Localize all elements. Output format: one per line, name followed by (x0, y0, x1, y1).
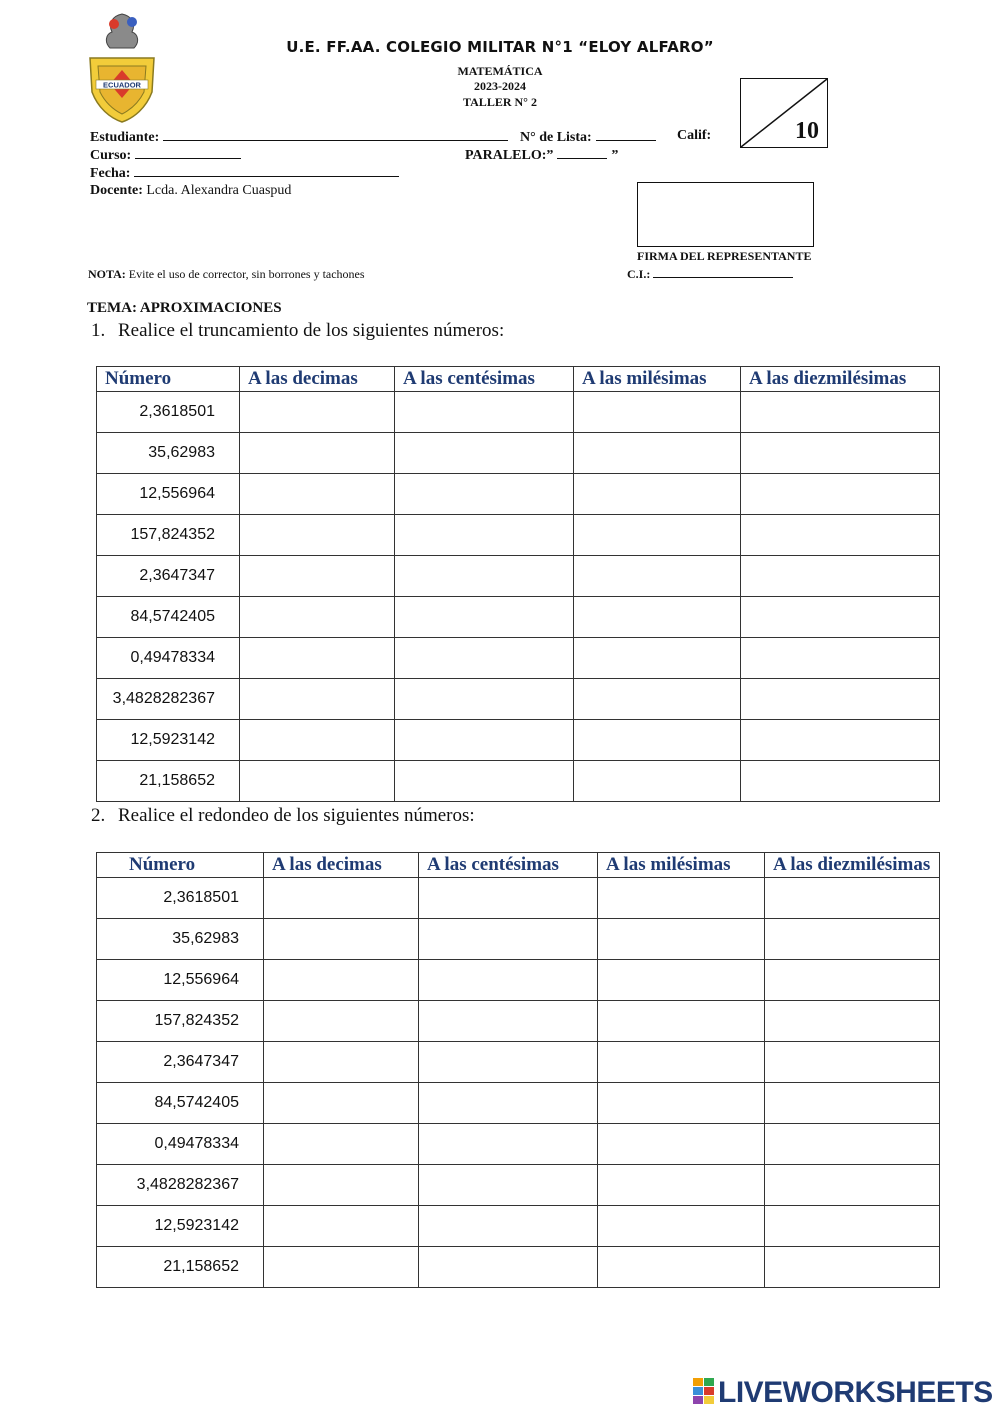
table-row (97, 433, 940, 474)
answer-hundredths-cell[interactable] (395, 515, 574, 556)
table-header-row (97, 367, 940, 392)
answer-thousandths-cell[interactable] (598, 1165, 765, 1206)
answer-thousandths-cell[interactable] (574, 720, 741, 761)
answer-hundredths-cell[interactable] (419, 960, 598, 1001)
answer-thousandths-cell[interactable] (598, 1124, 765, 1165)
answer-hundredths-cell[interactable] (395, 392, 574, 433)
answer-tenths-cell[interactable] (264, 1247, 419, 1288)
table-row (97, 1247, 940, 1288)
answer-hundredths-cell[interactable] (419, 1083, 598, 1124)
number-cell: 84,5742405 (97, 1083, 264, 1124)
table-row (97, 474, 940, 515)
number-cell: 2,3618501 (97, 392, 240, 433)
note (88, 267, 365, 282)
table-row (97, 878, 940, 919)
answer-tenths-cell[interactable] (264, 919, 419, 960)
answer-ten-thousandths-cell[interactable] (765, 1124, 940, 1165)
answer-hundredths-cell[interactable] (419, 919, 598, 960)
number-cell: 157,824352 (97, 515, 240, 556)
number-cell: 157,824352 (97, 1001, 264, 1042)
answer-ten-thousandths-cell[interactable] (741, 761, 940, 802)
column-header-tenths: A las decimas (240, 367, 395, 392)
list-number-input[interactable] (596, 128, 656, 141)
grade-value: 10 (795, 118, 819, 144)
teacher-label: Docente: (90, 183, 143, 198)
table-row (97, 679, 940, 720)
answer-hundredths-cell[interactable] (419, 1042, 598, 1083)
answer-ten-thousandths-cell[interactable] (741, 720, 940, 761)
liveworksheets-icon (693, 1378, 715, 1404)
table-row (97, 1206, 940, 1247)
table-row (97, 597, 940, 638)
answer-hundredths-cell[interactable] (395, 556, 574, 597)
grade-box (740, 78, 828, 148)
answer-tenths-cell[interactable] (264, 1124, 419, 1165)
answer-tenths-cell[interactable] (264, 1083, 419, 1124)
column-header-number: Número (97, 367, 240, 392)
answer-thousandths-cell[interactable] (598, 919, 765, 960)
course-field (90, 146, 241, 164)
school-crest-logo (82, 12, 162, 124)
answer-hundredths-cell[interactable] (395, 474, 574, 515)
answer-tenths-cell[interactable] (264, 1206, 419, 1247)
answer-thousandths-cell[interactable] (574, 556, 741, 597)
liveworksheets-watermark: LIVEWORKSHEETS (718, 1376, 993, 1409)
number-cell: 3,4828282367 (97, 679, 240, 720)
answer-hundredths-cell[interactable] (419, 1001, 598, 1042)
answer-thousandths-cell[interactable] (598, 1206, 765, 1247)
question-2-number: 2. (91, 805, 106, 826)
answer-thousandths-cell[interactable] (574, 761, 741, 802)
answer-thousandths-cell[interactable] (598, 1083, 765, 1124)
parallel-close-quote: ” (611, 148, 619, 163)
number-cell: 2,3647347 (97, 1042, 264, 1083)
course-input[interactable] (135, 146, 241, 159)
table-row (97, 761, 940, 802)
answer-ten-thousandths-cell[interactable] (741, 556, 940, 597)
answer-hundredths-cell[interactable] (419, 1247, 598, 1288)
answer-tenths-cell[interactable] (240, 638, 395, 679)
answer-ten-thousandths-cell[interactable] (765, 1247, 940, 1288)
number-cell: 12,556964 (97, 474, 240, 515)
date-label: Fecha: (90, 166, 131, 181)
answer-ten-thousandths-cell[interactable] (741, 679, 940, 720)
question-1 (91, 320, 504, 342)
answer-tenths-cell[interactable] (240, 720, 395, 761)
answer-ten-thousandths-cell[interactable] (765, 1083, 940, 1124)
list-number-label: N° de Lista: (520, 130, 592, 145)
note-label: NOTA: (88, 267, 126, 281)
column-header-ten-thousandths: A las diezmilésimas (741, 367, 940, 392)
answer-thousandths-cell[interactable] (598, 878, 765, 919)
answer-thousandths-cell[interactable] (598, 1001, 765, 1042)
table-row (97, 392, 940, 433)
answer-thousandths-cell[interactable] (598, 960, 765, 1001)
number-cell: 12,556964 (97, 960, 264, 1001)
truncation-table (96, 366, 940, 802)
answer-thousandths-cell[interactable] (598, 1042, 765, 1083)
answer-ten-thousandths-cell[interactable] (741, 474, 940, 515)
answer-tenths-cell[interactable] (264, 1042, 419, 1083)
signature-label: FIRMA DEL REPRESENTANTE (637, 249, 812, 263)
answer-tenths-cell[interactable] (240, 392, 395, 433)
answer-thousandths-cell[interactable] (574, 392, 741, 433)
ci-input[interactable] (653, 267, 793, 278)
column-header-ten-thousandths: A las diezmilésimas (765, 853, 940, 878)
table-header-row (97, 853, 940, 878)
column-header-tenths: A las decimas (264, 853, 419, 878)
number-cell: 35,62983 (97, 919, 264, 960)
number-cell: 2,3647347 (97, 556, 240, 597)
answer-thousandths-cell[interactable] (574, 515, 741, 556)
student-field (90, 128, 508, 146)
workshop-number: TALLER N° 2 (463, 95, 537, 109)
course-label: Curso: (90, 148, 132, 163)
grade-label: Calif: (677, 128, 712, 143)
rounding-table (96, 852, 940, 1288)
question-1-text: Realice el truncamiento de los siguientes números: (118, 320, 505, 341)
answer-hundredths-cell[interactable] (419, 1165, 598, 1206)
table-row (97, 1124, 940, 1165)
answer-thousandths-cell[interactable] (574, 597, 741, 638)
answer-hundredths-cell[interactable] (395, 679, 574, 720)
number-cell: 21,158652 (97, 761, 240, 802)
answer-tenths-cell[interactable] (264, 878, 419, 919)
table-row (97, 638, 940, 679)
answer-hundredths-cell[interactable] (395, 597, 574, 638)
answer-thousandths-cell[interactable] (574, 638, 741, 679)
answer-hundredths-cell[interactable] (419, 1206, 598, 1247)
school-name: U.E. FF.AA. COLEGIO MILITAR N°1 “ELOY ALFARO” (286, 38, 714, 56)
table-row (97, 1165, 940, 1206)
answer-ten-thousandths-cell[interactable] (741, 433, 940, 474)
parallel-field (465, 146, 618, 164)
number-cell: 12,5923142 (97, 720, 240, 761)
table-row (97, 1083, 940, 1124)
answer-tenths-cell[interactable] (240, 433, 395, 474)
answer-ten-thousandths-cell[interactable] (741, 515, 940, 556)
subject-title: MATEMÁTICA (457, 64, 543, 78)
column-header-hundredths: A las centésimas (395, 367, 574, 392)
answer-tenths-cell[interactable] (240, 679, 395, 720)
answer-thousandths-cell[interactable] (574, 474, 741, 515)
table-row (97, 960, 940, 1001)
school-year: 2023-2024 (474, 79, 526, 93)
answer-hundredths-cell[interactable] (419, 878, 598, 919)
column-header-thousandths: A las milésimas (574, 367, 741, 392)
signature-box[interactable] (637, 182, 814, 247)
student-name-input[interactable] (163, 128, 508, 141)
answer-tenths-cell[interactable] (240, 474, 395, 515)
answer-tenths-cell[interactable] (240, 597, 395, 638)
list-number-field (520, 128, 656, 146)
answer-tenths-cell[interactable] (240, 515, 395, 556)
ci-field (627, 267, 793, 282)
date-input[interactable] (134, 164, 399, 177)
answer-tenths-cell[interactable] (240, 556, 395, 597)
answer-ten-thousandths-cell[interactable] (765, 960, 940, 1001)
answer-tenths-cell[interactable] (240, 761, 395, 802)
answer-tenths-cell[interactable] (264, 1165, 419, 1206)
parallel-label: PARALELO:” (465, 148, 554, 163)
column-header-number: Número (97, 853, 264, 878)
ci-label: C.I.: (627, 267, 651, 281)
answer-ten-thousandths-cell[interactable] (741, 638, 940, 679)
teacher-field (90, 183, 291, 199)
topic-title: TEMA: APROXIMACIONES (87, 300, 282, 316)
svg-text:ECUADOR: ECUADOR (103, 80, 141, 90)
column-header-hundredths: A las centésimas (419, 853, 598, 878)
number-cell: 3,4828282367 (97, 1165, 264, 1206)
answer-ten-thousandths-cell[interactable] (765, 919, 940, 960)
table-row (97, 1001, 940, 1042)
date-field (90, 164, 399, 182)
answer-thousandths-cell[interactable] (574, 433, 741, 474)
answer-ten-thousandths-cell[interactable] (765, 1001, 940, 1042)
answer-ten-thousandths-cell[interactable] (741, 597, 940, 638)
question-1-number: 1. (91, 320, 106, 341)
student-label: Estudiante: (90, 130, 160, 145)
answer-hundredths-cell[interactable] (419, 1124, 598, 1165)
answer-thousandths-cell[interactable] (598, 1247, 765, 1288)
teacher-name: Lcda. Alexandra Cuaspud (146, 183, 292, 198)
question-2-text: Realice el redondeo de los siguientes números: (118, 805, 475, 826)
table-row (97, 556, 940, 597)
question-2 (91, 805, 475, 827)
number-cell: 21,158652 (97, 1247, 264, 1288)
answer-ten-thousandths-cell[interactable] (765, 878, 940, 919)
answer-hundredths-cell[interactable] (395, 761, 574, 802)
answer-hundredths-cell[interactable] (395, 433, 574, 474)
answer-tenths-cell[interactable] (264, 1001, 419, 1042)
table-row (97, 1042, 940, 1083)
note-text: Evite el uso de corrector, sin borrones y tachones (128, 267, 365, 281)
table-row (97, 919, 940, 960)
number-cell: 12,5923142 (97, 1206, 264, 1247)
answer-ten-thousandths-cell[interactable] (741, 392, 940, 433)
answer-thousandths-cell[interactable] (574, 679, 741, 720)
column-header-thousandths: A las milésimas (598, 853, 765, 878)
answer-hundredths-cell[interactable] (395, 638, 574, 679)
answer-ten-thousandths-cell[interactable] (765, 1165, 940, 1206)
answer-hundredths-cell[interactable] (395, 720, 574, 761)
number-cell: 2,3618501 (97, 878, 264, 919)
answer-ten-thousandths-cell[interactable] (765, 1206, 940, 1247)
number-cell: 35,62983 (97, 433, 240, 474)
number-cell: 0,49478334 (97, 638, 240, 679)
table-row (97, 515, 940, 556)
answer-tenths-cell[interactable] (264, 960, 419, 1001)
table-row (97, 720, 940, 761)
number-cell: 0,49478334 (97, 1124, 264, 1165)
parallel-input[interactable] (557, 146, 607, 159)
number-cell: 84,5742405 (97, 597, 240, 638)
answer-ten-thousandths-cell[interactable] (765, 1042, 940, 1083)
